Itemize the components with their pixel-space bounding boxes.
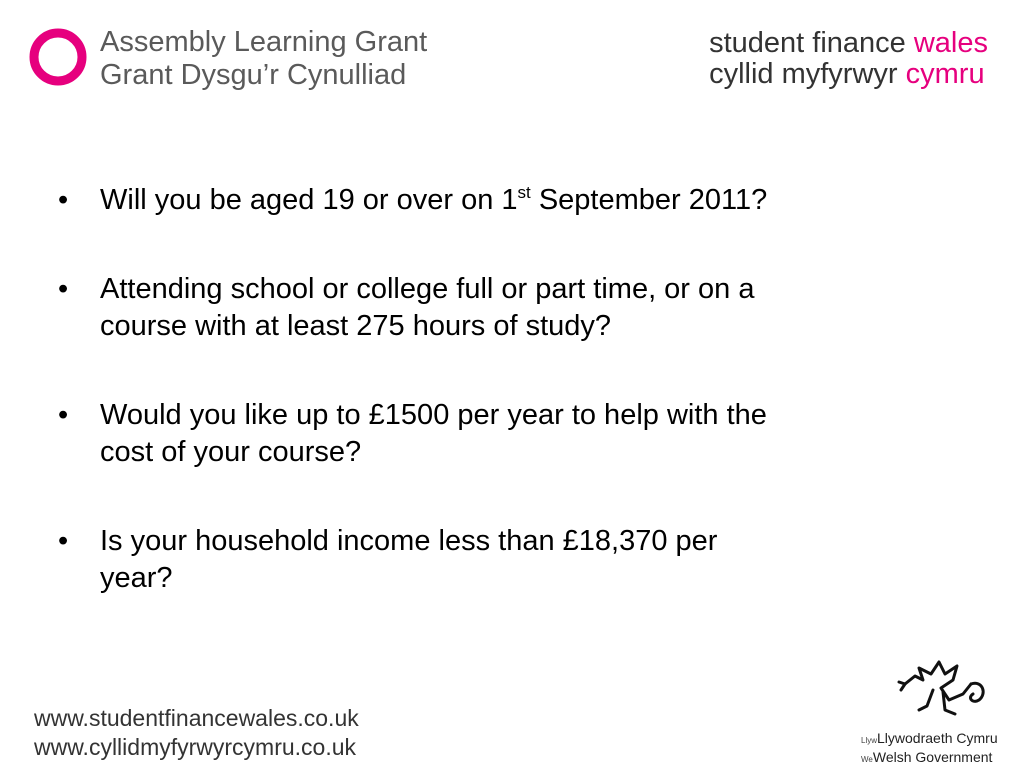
list-item: [56, 271, 796, 345]
sfw-line2-accent: cymru: [905, 58, 985, 90]
footer-urls: [34, 704, 359, 762]
question-text: Is your household income less than £18,370 per year?: [100, 525, 718, 594]
ordinal-suffix: st: [517, 183, 531, 202]
question-text: Will you be aged 19 or over on 1: [100, 184, 518, 216]
dragon-icon: [893, 654, 993, 726]
alg-logo-text: [100, 26, 427, 92]
wg-line1-small: Llyw: [861, 736, 878, 745]
footer-url-welsh[interactable]: www.cyllidmyfyrwyrcymru.co.uk: [34, 734, 357, 760]
wg-line2: [861, 749, 998, 768]
bullet-icon: •: [58, 399, 69, 431]
student-finance-wales-logo: [709, 28, 988, 90]
alg-logo-line2: Grant Dysgu’r Cynulliad: [100, 59, 407, 91]
list-item: [56, 397, 796, 471]
assembly-learning-grant-logo: [28, 24, 448, 96]
eligibility-question-list: [56, 182, 796, 649]
question-text: Attending school or college full or part time, or on a course with at least 275 hours of study?: [100, 273, 755, 342]
sfw-logo-line1: [709, 28, 988, 59]
footer-url-english[interactable]: www.studentfinancewales.co.uk: [34, 705, 359, 731]
bullet-icon: •: [58, 273, 69, 305]
question-text-cont: September 2011?: [530, 184, 768, 216]
sfw-line1-accent: wales: [913, 27, 988, 59]
list-item: [56, 182, 796, 219]
bullet-icon: •: [58, 525, 69, 557]
welsh-government-text: [861, 730, 998, 768]
list-item: [56, 523, 796, 597]
sfw-line2-main: cyllid myfyrwyr: [709, 58, 906, 90]
wg-line1: [861, 730, 998, 749]
bullet-icon: •: [58, 184, 69, 216]
wg-line2-small: We: [861, 755, 873, 764]
alg-logo-line1: Assembly Learning Grant: [100, 26, 428, 58]
wg-line2-main: Welsh Government: [872, 749, 993, 765]
sfw-logo-line2: [709, 59, 988, 90]
wg-line1-main: Llywodraeth Cymru: [877, 730, 998, 746]
ring-icon: [28, 26, 88, 88]
welsh-government-logo: [861, 654, 996, 764]
question-text: Would you like up to £1500 per year to help with the cost of your course?: [100, 399, 767, 468]
sfw-line1-main: student finance: [709, 27, 914, 59]
